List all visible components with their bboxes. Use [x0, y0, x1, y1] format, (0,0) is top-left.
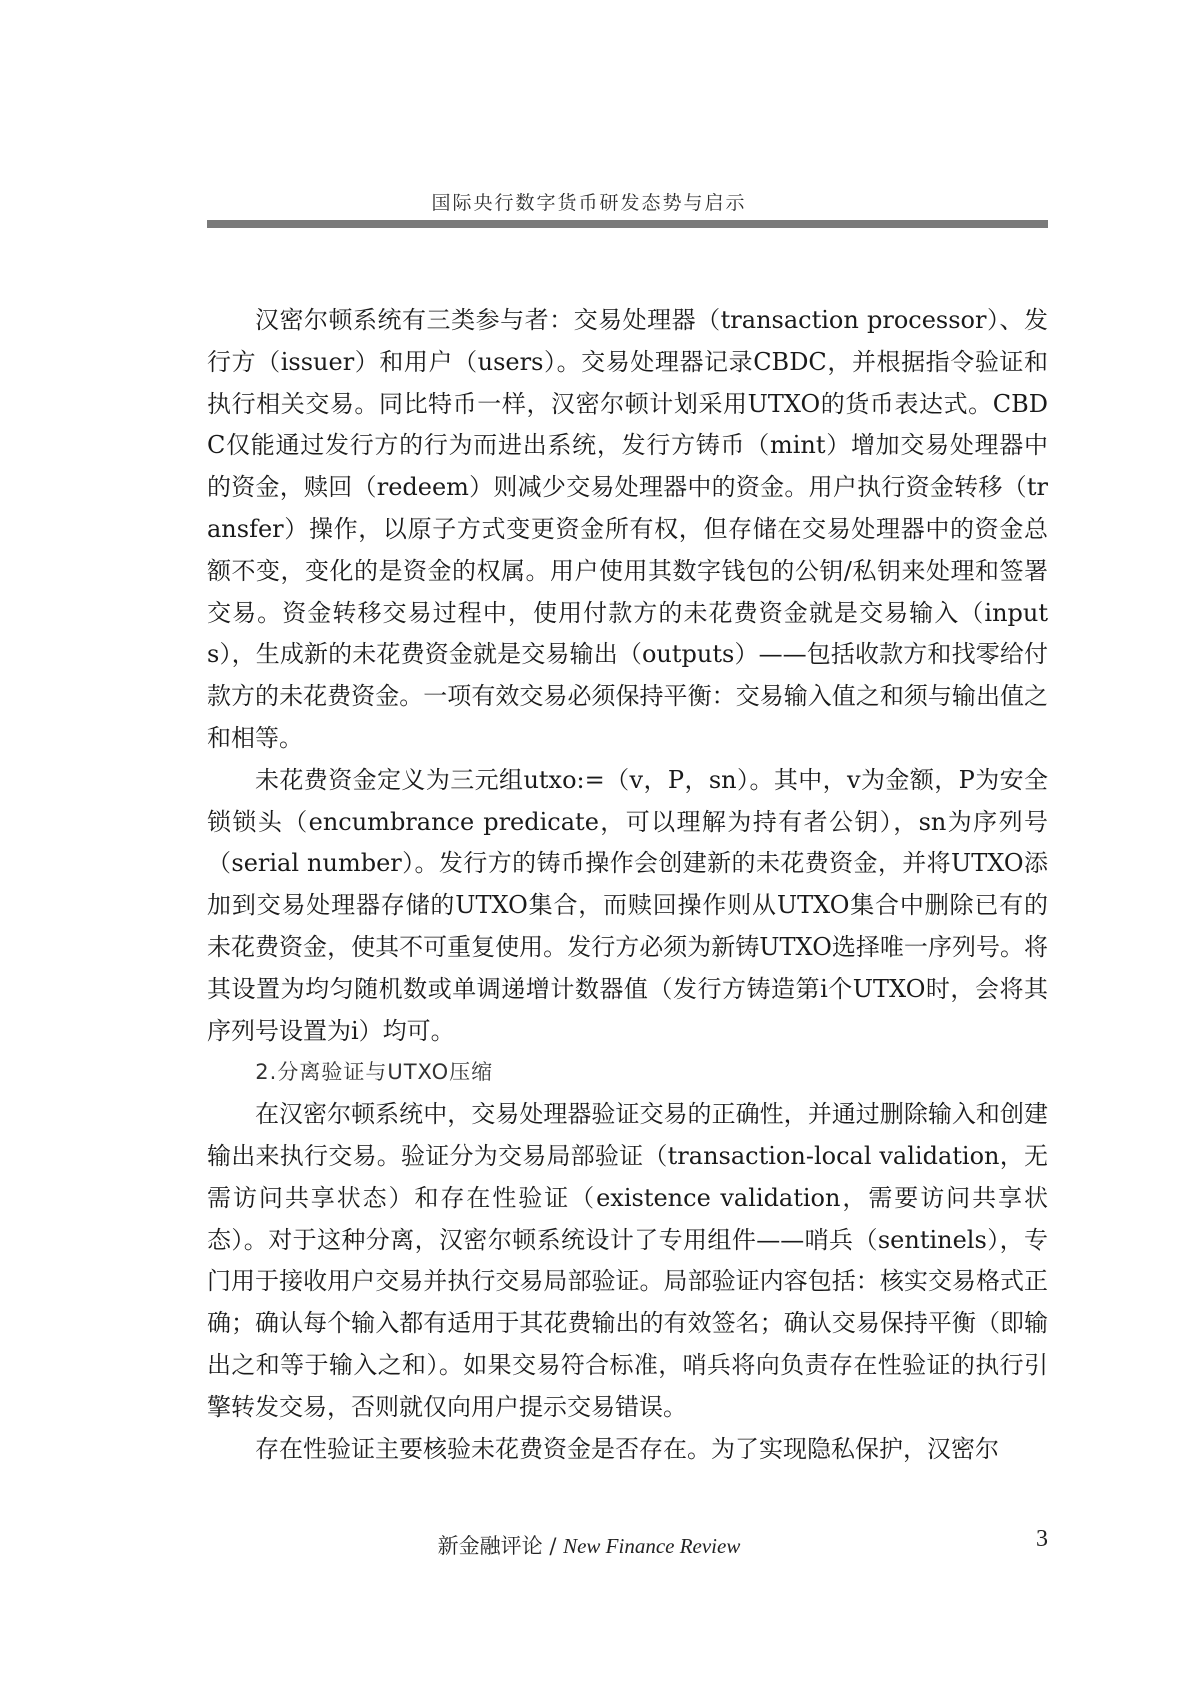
- paragraph: 汉密尔顿系统有三类参与者：交易处理器（transaction processor）、发行方（issuer）和用户（users）。交易处理器记录CBDC，并根据指令验证和执行相关交易。同比特币一样，汉密尔顿计划采用UTXO的货币表达式。CBDC仅能通过发行方的行为而进出系统，发行方铸币（mint）增加交易处理器中的资金，赎回（redeem）则减少交易处理器中的资金。用户执行资金转移（transfer）操作，以原子方式变更资金所有权，但存储在交易处理器中的资金总额不变，变化的是资金的权属。用户使用其数字钱包的公钥/私钥来处理和签署交易。资金转移交易过程中，使用付款方的未花费资金就是交易输入（inputs），生成新的未花费资金就是交易输出（outputs）——包括收款方和找零给付款方的未花费资金。一项有效交易必须保持平衡：交易输入值之和须与输出值之和相等。: [207, 306, 1048, 752]
- journal-name-en: New Finance Review: [563, 1534, 741, 1558]
- running-footer: [0, 1530, 1178, 1560]
- journal-separator: /: [542, 1534, 564, 1558]
- running-header: 国际央行数字货币研发态势与启示: [431, 192, 747, 214]
- paragraph: 未花费资金定义为三元组utxo:=（v，P，sn）。其中，v为金额，P为安全锁锁头（encumbrance predicate，可以理解为持有者公钥），sn为序列号（serial number）。发行方的铸币操作会创建新的未花费资金，并将UTXO添加到交易处理器存储的UTXO集合，而赎回操作则从UTXO集合中删除已有的未花费资金，使其不可重复使用。发行方必须为新铸UTXO选择唯一序列号。将其设置为均匀随机数或单调递增计数器值（发行方铸造第i个UTXO时，会将其序列号设置为i）均可。: [207, 765, 1048, 1045]
- header-rule: [207, 220, 1048, 228]
- article-body: [207, 300, 1048, 1470]
- journal-name-cn: 新金融评论: [437, 1534, 543, 1558]
- section-heading: 2.分离验证与UTXO压缩: [255, 1060, 494, 1085]
- page-number: 3: [1036, 1526, 1048, 1552]
- paragraph: 在汉密尔顿系统中，交易处理器验证交易的正确性，并通过删除输入和创建输出来执行交易。验证分为交易局部验证（transaction-local validation，无需访问共享状态）和存在性验证（existence validation，需要访问共享状态）。对于这种分离，汉密尔顿系统设计了专用组件——哨兵（sentinels），专门用于接收用户交易并执行交易局部验证。局部验证内容包括：核实交易格式正确；确认每个输入都有适用于其花费输出的有效签名；确认交易保持平衡（即输出之和等于输入之和）。如果交易符合标准，哨兵将向负责存在性验证的执行引擎转发交易，否则就仅向用户提示交易错误。: [207, 1100, 1048, 1421]
- paragraph: 存在性验证主要核验未花费资金是否存在。为了实现隐私保护，汉密尔: [255, 1434, 999, 1463]
